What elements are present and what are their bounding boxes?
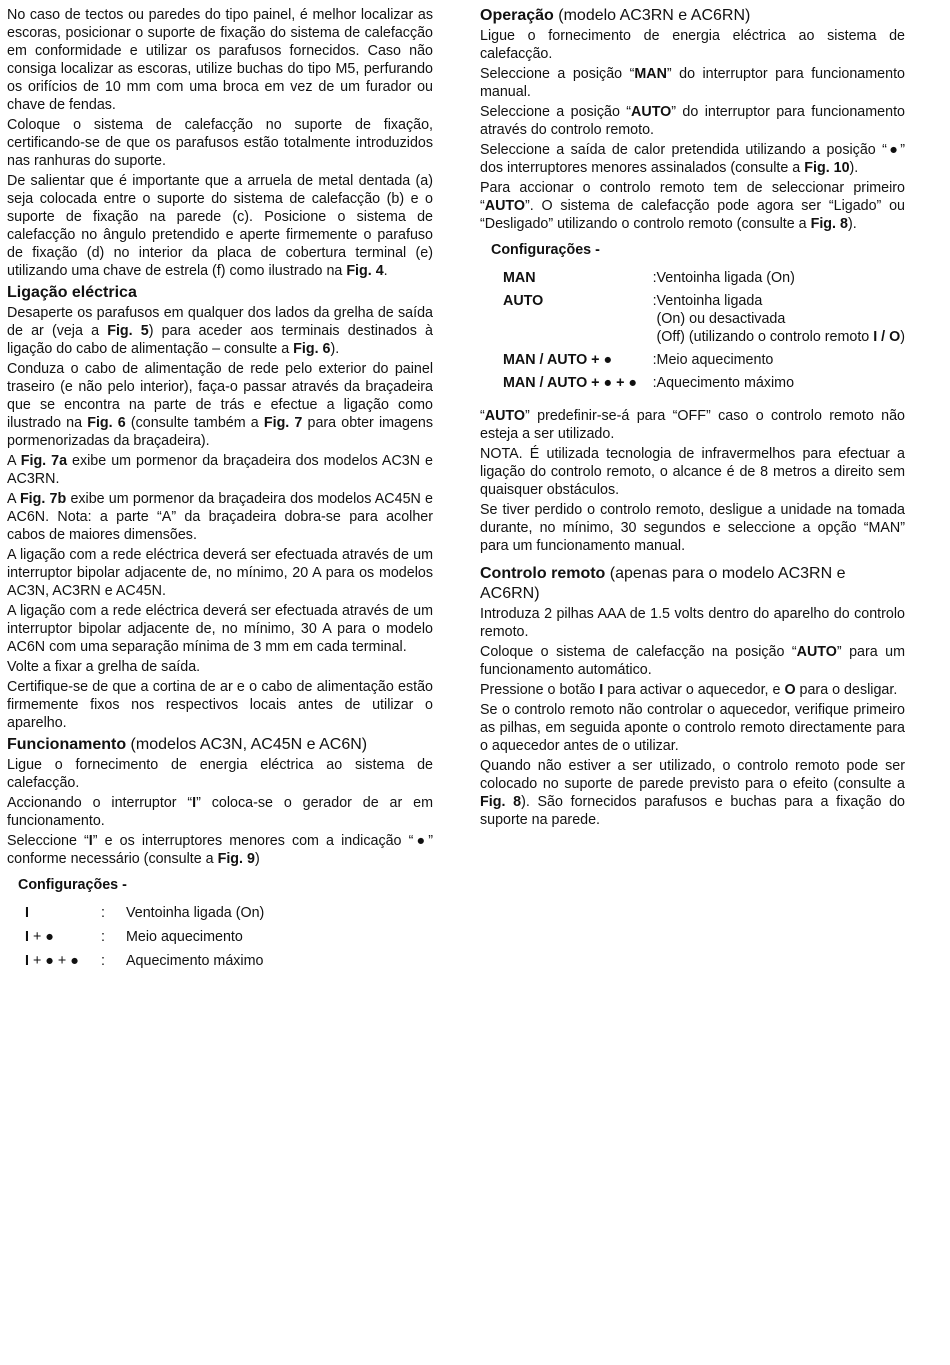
paragraph: Seleccione a posição “AUTO” do interruptor para funcionamento através do controlo remoto. (480, 104, 905, 138)
paragraph: Accionando o interruptor “I” coloca-se o gerador de ar em funcionamento. (7, 795, 433, 829)
settings-table (25, 904, 264, 976)
paragraph: Se o controlo remoto não controlar o aquecedor, verifique primeiro as pilhas, em seguida aponte o controlo remoto directamente para o aquecedor antes de o utilizar. (480, 702, 905, 754)
paragraph: Quando não estiver a ser utilizado, o controlo remoto pode ser colocado no suporte de parede previsto para o efeito (consulte a Fig. 8). São fornecidos parafusos e buchas para a fixação do suporte na parede. (480, 758, 905, 828)
settings-row: I + ● : Meio aquecimento (25, 929, 243, 945)
paragraph: Pressione o botão I para activar o aquecedor, e O para o desligar. (480, 682, 898, 698)
paragraph: “AUTO” predefinir-se-á para “OFF” caso o controlo remoto não esteja a ser utilizado. (480, 408, 905, 442)
paragraph: Volte a fixar a grelha de saída. (7, 659, 201, 675)
paragraph: Seleccione a saída de calor pretendida utilizando a posição “●” dos interruptores menores assinalados (consulte a Fig. 10). (480, 142, 905, 176)
paragraph: A Fig. 7a exibe um pormenor da braçadeira dos modelos AC3N e AC3RN. (7, 453, 433, 487)
paragraph: Seleccione “I” e os interruptores menores com a indicação “●” conforme necessário (consulte a Fig. 9) (7, 833, 433, 867)
settings-row: AUTO :Ventoinha ligada (On) ou desactivada (Off) (utilizando o controlo remoto I / O) (503, 293, 905, 345)
paragraph: De salientar que é importante que a arruela de metal dentada (a) seja colocada entre o suporte do sistema de calefacção (b) e o suporte de fixação na parede (c). Posicione o sistema de calefacção no ângulo pretendido e aperte firmemente o parafuso de fixação (d) no interior da placa de cobertura terminal (e) utilizando uma chave de estrela (f) como ilustrado na Fig. 4. (7, 173, 433, 279)
paragraph: Conduza o cabo de alimentação de rede pelo exterior do painel traseiro (e não pelo interior), faça-o passar através da braçadeira que se encontra na parte de trás e efectue a ligação como ilustrado na Fig. 6 (consulte também a Fig. 7 para obter imagens pormenorizadas da braçadeira). (7, 361, 433, 449)
paragraph: Coloque o sistema de calefacção no suporte de fixação, certificando-se de que os parafusos estão totalmente introduzidos nas ranhuras do suporte. (7, 117, 433, 169)
paragraph: Introduza 2 pilhas AAA de 1.5 volts dentro do aparelho do controlo remoto. (480, 606, 905, 640)
settings-row: I + ● + ● : Aquecimento máximo (25, 953, 264, 969)
paragraph: A Fig. 7b exibe um pormenor da braçadeira dos modelos AC45N e AC6N. Nota: a parte “A” da braçadeira dobra-se para acolher cabos de maiores dimensões. (7, 491, 433, 543)
section-heading-operacao: Operação (modelo AC3RN e AC6RN) (480, 7, 751, 24)
paragraph: Ligue o fornecimento de energia eléctrica ao sistema de calefacção. (480, 28, 905, 62)
left-column (7, 6, 433, 986)
paragraph: Se tiver perdido o controlo remoto, desligue a unidade na tomada durante, no mínimo, 30 segundos e seleccione a opção “MAN” para um funcionamento manual. (480, 502, 905, 554)
paragraph: A ligação com a rede eléctrica deverá ser efectuada através de um interruptor bipolar adjacente de, no mínimo, 20 A para os modelos AC3N, AC3RN e AC45N. (7, 547, 433, 599)
paragraph: Coloque o sistema de calefacção na posição “AUTO” para um funcionamento automático. (480, 644, 905, 678)
settings-row: MAN / AUTO + ● :Meio aquecimento (503, 352, 774, 368)
paragraph: A ligação com a rede eléctrica deverá ser efectuada através de um interruptor bipolar adjacente de, no mínimo, 30 A para o modelo AC6N com uma separação mínima de 3 mm em cada terminal. (7, 603, 433, 655)
section-heading-ligacao: Ligação eléctrica (7, 284, 137, 301)
right-column (480, 6, 905, 831)
paragraph: Seleccione a posição “MAN” do interruptor para funcionamento manual. (480, 66, 905, 100)
settings-row: MAN :Ventoinha ligada (On) (503, 270, 795, 286)
paragraph: Ligue o fornecimento de energia eléctrica ao sistema de calefacção. (7, 757, 433, 791)
paragraph: Para accionar o controlo remoto tem de seleccionar primeiro “AUTO”. O sistema de calefacção pode agora ser “Ligado” ou “Desligado” utilizando o controlo remoto (consulte a Fig. 8). (480, 180, 905, 232)
settings-row: I : Ventoinha ligada (On) (25, 905, 265, 921)
section-heading-funcionamento: Funcionamento (modelos AC3N, AC45N e AC6N) (7, 736, 368, 753)
paragraph: Desaperte os parafusos em qualquer dos lados da grelha de saída de ar (veja a Fig. 5) para aceder aos terminais destinados à ligação do cabo de alimentação – consulte a Fig. 6). (7, 305, 433, 357)
section-heading-controlo-remoto: Controlo remoto (apenas para o modelo AC3RN e AC6RN) (480, 565, 846, 602)
paragraph: NOTA. É utilizada tecnologia de infravermelhos para efectuar a ligação do controlo remoto, o alcance é de 8 metros a direito sem quaisquer obstáculos. (480, 446, 905, 498)
paragraph: No caso de tectos ou paredes do tipo painel, é melhor localizar as escoras, posicionar o suporte de fixação do sistema de calefacção em conformidade e utilizar os parafusos fornecidos. Caso não consiga localizar as escoras, utilize buchas do tipo M5, perfurando os orifícios de 10 mm com uma broca em vez de um furador ou chave de fendas. (7, 7, 433, 113)
settings-title: Configurações - (491, 242, 600, 258)
settings-table (503, 269, 905, 397)
paragraph: Certifique-se de que a cortina de ar e o cabo de alimentação estão firmemente fixos nos respectivos locais antes de utilizar o aparelho. (7, 679, 433, 731)
settings-row: MAN / AUTO + ● + ● :Aquecimento máximo (503, 375, 795, 391)
settings-title: Configurações - (18, 877, 127, 893)
